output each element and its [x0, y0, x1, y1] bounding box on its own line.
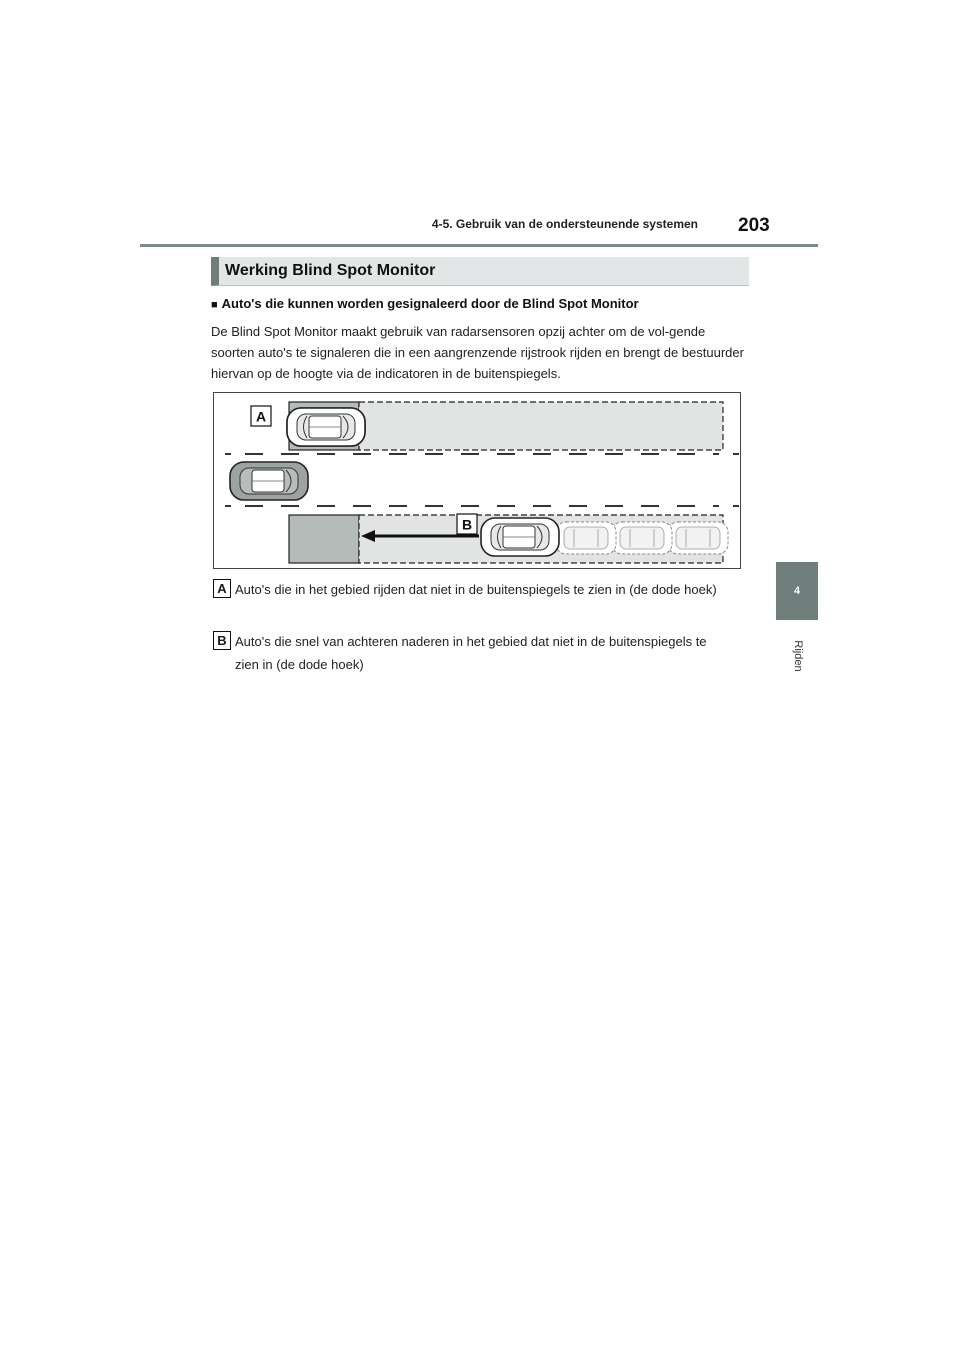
svg-text:B: B [461, 516, 473, 533]
square-bullet-icon: ■ [211, 299, 218, 311]
callout-b-badge: B [213, 631, 231, 650]
label-b [457, 514, 477, 534]
callout-a-text: Auto's die in het gebied rijden dat niet in de buitenspiegels te zien in (de dode hoek) [235, 582, 717, 597]
chapter-number: 4 [793, 585, 801, 597]
own-car-icon [230, 462, 308, 500]
header-divider [140, 244, 818, 247]
running-header-section: 4-5. Gebruik van de ondersteunende systemen [431, 217, 698, 231]
section-title: Werking Blind Spot Monitor [211, 257, 749, 286]
chapter-tab [776, 562, 818, 620]
blind-spot-diagram [213, 392, 741, 569]
approaching-car-ghosts [556, 522, 728, 554]
callout-b-text: Auto's die snel van achteren naderen in het gebied dat niet in de buitenspiegels te zien in (de dode hoek) [235, 634, 707, 672]
callout-a [213, 578, 733, 601]
label-a [251, 406, 271, 426]
subheading-text: Auto's die kunnen worden gesignaleerd door de Blind Spot Monitor [221, 296, 639, 311]
chapter-label: Rijden [792, 640, 804, 672]
svg-text:A: A [255, 408, 267, 425]
page-number: 203 [738, 215, 770, 236]
subheading [211, 296, 639, 311]
callout-b [213, 630, 733, 676]
car-b-icon [481, 518, 559, 556]
body-paragraph: De Blind Spot Monitor maakt gebruik van radarsensoren opzij achter om de vol-gende soorten auto's te signaleren die in een aangrenzende rijstrook rijden en brengt de bestuurder hiervan op de hoogte via de indicatoren in de buitenspiegels. [211, 324, 744, 381]
callout-a-badge: A [213, 579, 231, 598]
